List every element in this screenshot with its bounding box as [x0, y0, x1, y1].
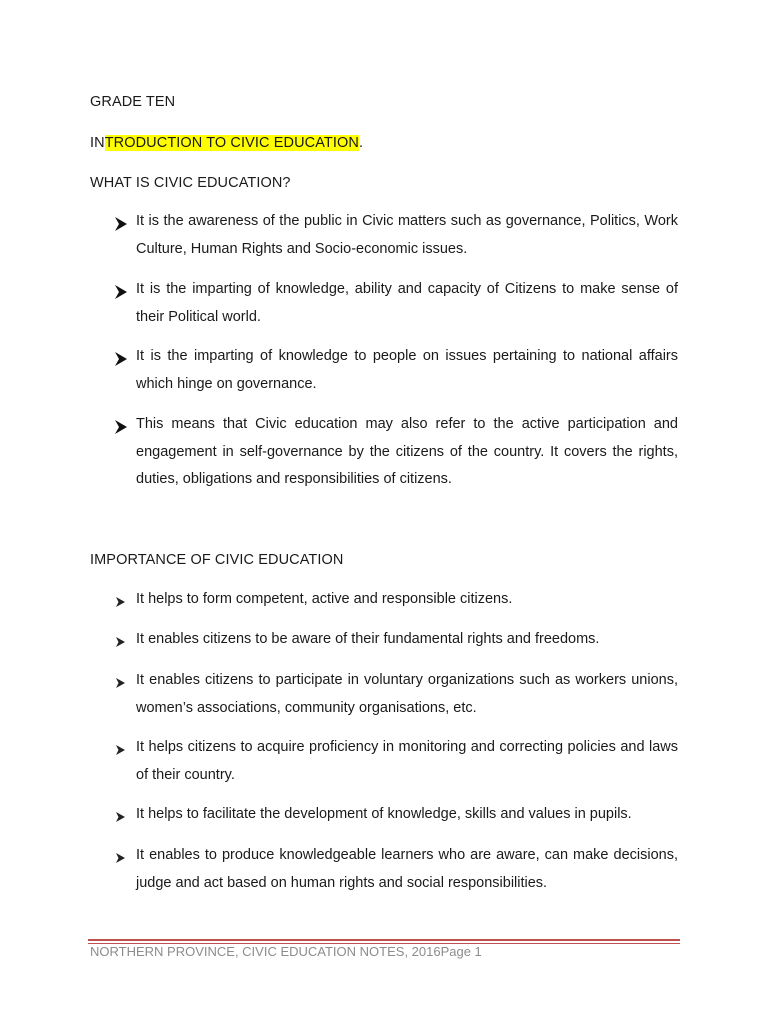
intro-heading-prefix: IN [90, 135, 105, 151]
list-item-text: It helps to form competent, active and responsible citizens. [136, 591, 513, 607]
intro-heading-suffix: . [358, 135, 364, 151]
small-arrow-bullet-icon [114, 809, 128, 825]
small-arrow-bullet-icon [114, 675, 128, 691]
intro-heading-highlight: TRODUCTION TO CIVIC EDUCATION [104, 135, 359, 151]
importance-heading: IMPORTANCE OF CIVIC EDUCATION [90, 552, 344, 568]
arrowhead-bullet-icon [114, 351, 128, 367]
small-arrow-bullet-icon [114, 742, 128, 758]
what-is-heading: WHAT IS CIVIC EDUCATION? [90, 175, 291, 191]
list-item-text: It helps citizens to acquire proficiency in monitoring and correcting policies and laws of their country. [136, 739, 678, 783]
small-arrow-bullet-icon [114, 850, 128, 866]
small-arrow-bullet-icon [114, 594, 128, 610]
arrowhead-bullet-icon [114, 216, 128, 232]
list-item-text: It is the imparting of knowledge, ability and capacity of Citizens to make sense of their Political world. [136, 281, 678, 325]
footer-rule [88, 939, 680, 941]
list-item-text: This means that Civic education may also refer to the active participation and engagement in self-governance by the citizens of the country. It covers the rights, duties, obligations and responsibilities of citizens. [136, 416, 678, 487]
intro-heading [90, 135, 363, 151]
arrowhead-bullet-icon [114, 419, 128, 435]
list-item-text: It enables citizens to be aware of their fundamental rights and freedoms. [136, 631, 600, 647]
small-arrow-bullet-icon [114, 634, 128, 650]
list-item-text: It is the awareness of the public in Civic matters such as governance, Politics, Work Culture, Human Rights and Socio-economic issues. [136, 213, 678, 257]
list-item-text: It enables citizens to participate in voluntary organizations such as workers unions, women’s associations, community organisations, etc. [136, 672, 678, 716]
grade-heading: GRADE TEN [90, 94, 176, 110]
list-item-text: It is the imparting of knowledge to people on issues pertaining to national affairs which hinge on governance. [136, 348, 678, 392]
list-item-text: It helps to facilitate the development of knowledge, skills and values in pupils. [136, 806, 632, 822]
page-footer: NORTHERN PROVINCE, CIVIC EDUCATION NOTES, 2016Page 1 [90, 944, 482, 959]
list-item-text: It enables to produce knowledgeable learners who are aware, can make decisions, judge and act based on human rights and social responsibilities. [136, 847, 678, 891]
arrowhead-bullet-icon [114, 284, 128, 300]
